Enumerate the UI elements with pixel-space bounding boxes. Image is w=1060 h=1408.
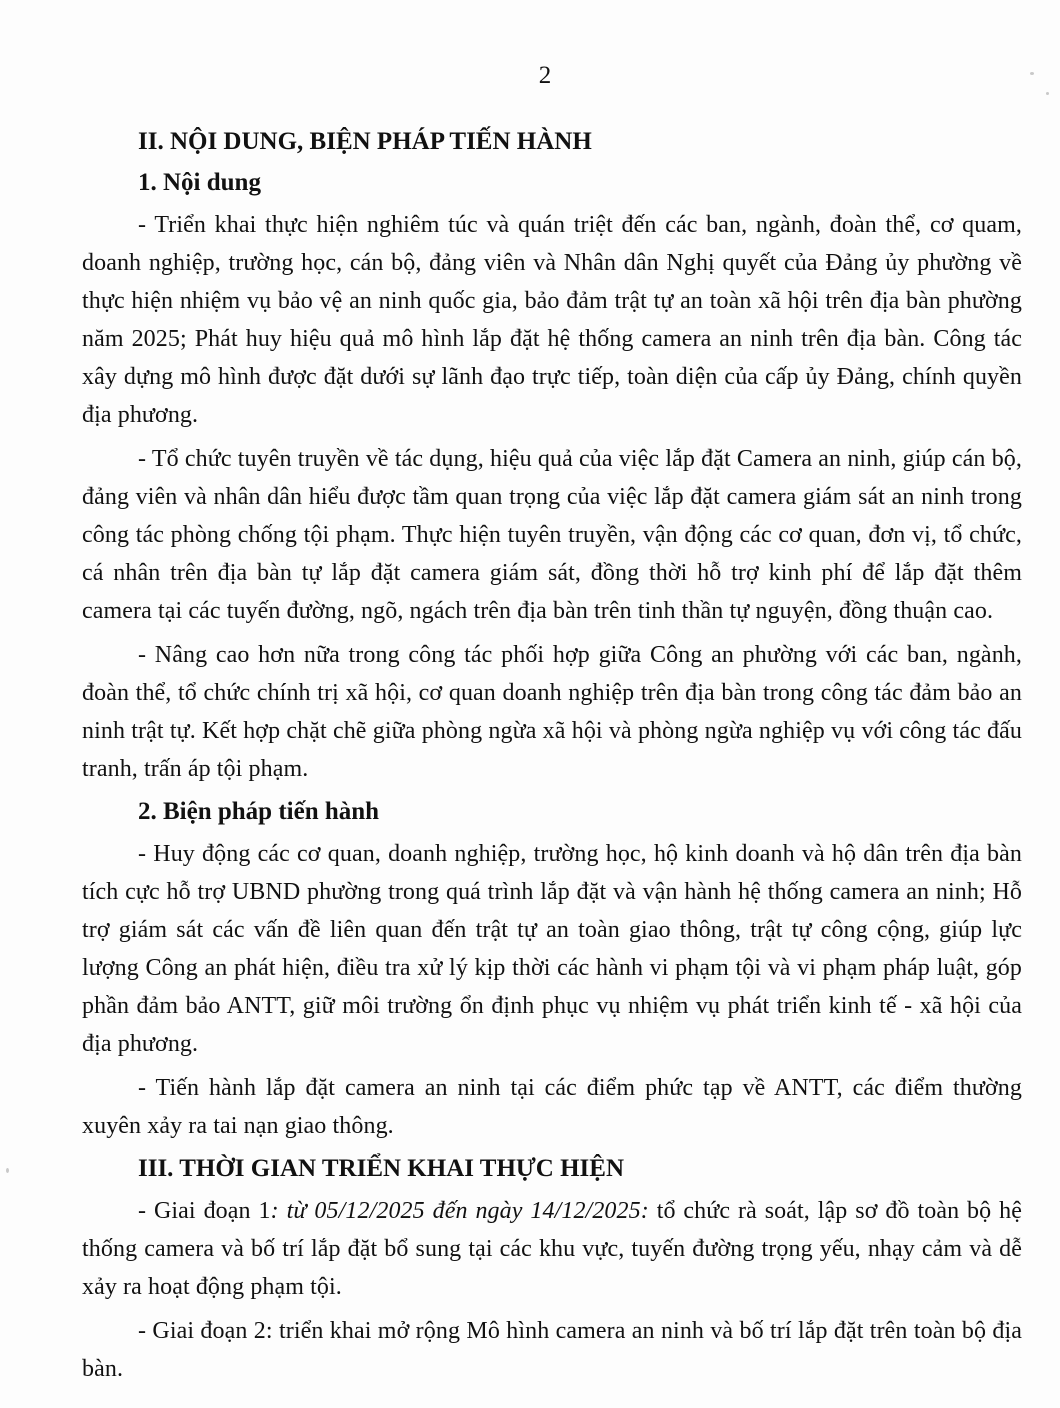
paragraph: - Nâng cao hơn nữa trong công tác phối hợp giữa Công an phường với các ban, ngành, đoàn thể, tổ chức chính trị xã hội, cơ quan doanh nghiệp trên địa bàn trong công tác đảm bảo an ninh trật tự. Kết hợp chặt chẽ giữa phòng ngừa xã hội và phòng ngừa nghiệp vụ với công tác đấu tranh, trấn áp tội phạm.: [82, 642, 1022, 782]
page-number: 2: [538, 62, 552, 89]
document-body: [82, 124, 1022, 1394]
phase-1-paragraph: [82, 1192, 1022, 1306]
phase-2-paragraph: - Giai đoạn 2: triển khai mở rộng Mô hình camera an ninh và bố trí lắp đặt trên toàn bộ địa bàn.: [82, 1318, 1022, 1382]
scan-speck: [1046, 92, 1049, 95]
subsection-2-title: 2. Biện pháp tiến hành: [138, 798, 380, 825]
phase-1-text: tổ chức rà soát, lập sơ đồ toàn bộ hệ thống camera và bố trí lắp đặt bổ sung tại các khu vực, tuyến đường trọng yếu, nhạy cảm và dễ xảy ra hoạt động phạm tội.: [82, 1198, 1022, 1300]
paragraph: - Tổ chức tuyên truyền về tác dụng, hiệu quả của việc lắp đặt Camera an ninh, giúp cán bộ, đảng viên và nhân dân hiểu được tầm quan trọng của việc lắp đặt camera giám sát an ninh trong công tác phòng chống tội phạm. Thực hiện tuyên truyền, vận động các cơ quan, đơn vị, tổ chức, cá nhân trên địa bàn tự lắp đặt camera giám sát, đồng thời hỗ trợ kinh phí để lắp đặt thêm camera tại các tuyến đường, ngõ, ngách trên địa bàn trên tinh thần tự nguyện, đồng thuận cao.: [82, 446, 1022, 624]
paragraph: - Huy động các cơ quan, doanh nghiệp, trường học, hộ kinh doanh và hộ dân trên địa bàn tích cực hỗ trợ UBND phường trong quá trình lắp đặt và vận hành hệ thống camera an ninh; Hỗ trợ giám sát các vấn đề liên quan đến trật tự an toàn giao thông, trật tự công cộng, giúp lực lượng Công an phát hiện, điều tra xử lý kịp thời các hành vi phạm tội và vi phạm pháp luật, góp phần đảm bảo ANTT, giữ môi trường ổn định phục vụ nhiệm vụ phát triển kinh tế - xã hội của địa phương.: [82, 841, 1022, 1057]
phase-1-dates: : từ 05/12/2025 đến ngày 14/12/2025:: [270, 1198, 649, 1224]
paragraph: - Tiến hành lắp đặt camera an ninh tại các điểm phức tạp về ANTT, các điểm thường xuyên xảy ra tai nạn giao thông.: [82, 1075, 1022, 1139]
scan-speck: [6, 1168, 9, 1173]
section-2-title: II. NỘI DUNG, BIỆN PHÁP TIẾN HÀNH: [138, 128, 592, 155]
section-3-title: III. THỜI GIAN TRIỂN KHAI THỰC HIỆN: [138, 1155, 624, 1182]
paragraph: - Triển khai thực hiện nghiêm túc và quán triệt đến các ban, ngành, đoàn thể, cơ quam, doanh nghiệp, trường học, cán bộ, đảng viên và Nhân dân Nghị quyết của Đảng ủy phường về thực hiện nhiệm vụ bảo vệ an ninh quốc gia, bảo đảm trật tự an toàn xã hội trên địa bàn phường năm 2025; Phát huy hiệu quả mô hình lắp đặt hệ thống camera an ninh trên địa bàn. Công tác xây dựng mô hình được đặt dưới sự lãnh đạo trực tiếp, toàn diện của cấp ủy Đảng, chính quyền địa phương.: [82, 212, 1022, 428]
phase-1-prefix: - Giai đoạn 1: [138, 1198, 271, 1224]
subsection-1-title: 1. Nội dung: [138, 169, 261, 196]
